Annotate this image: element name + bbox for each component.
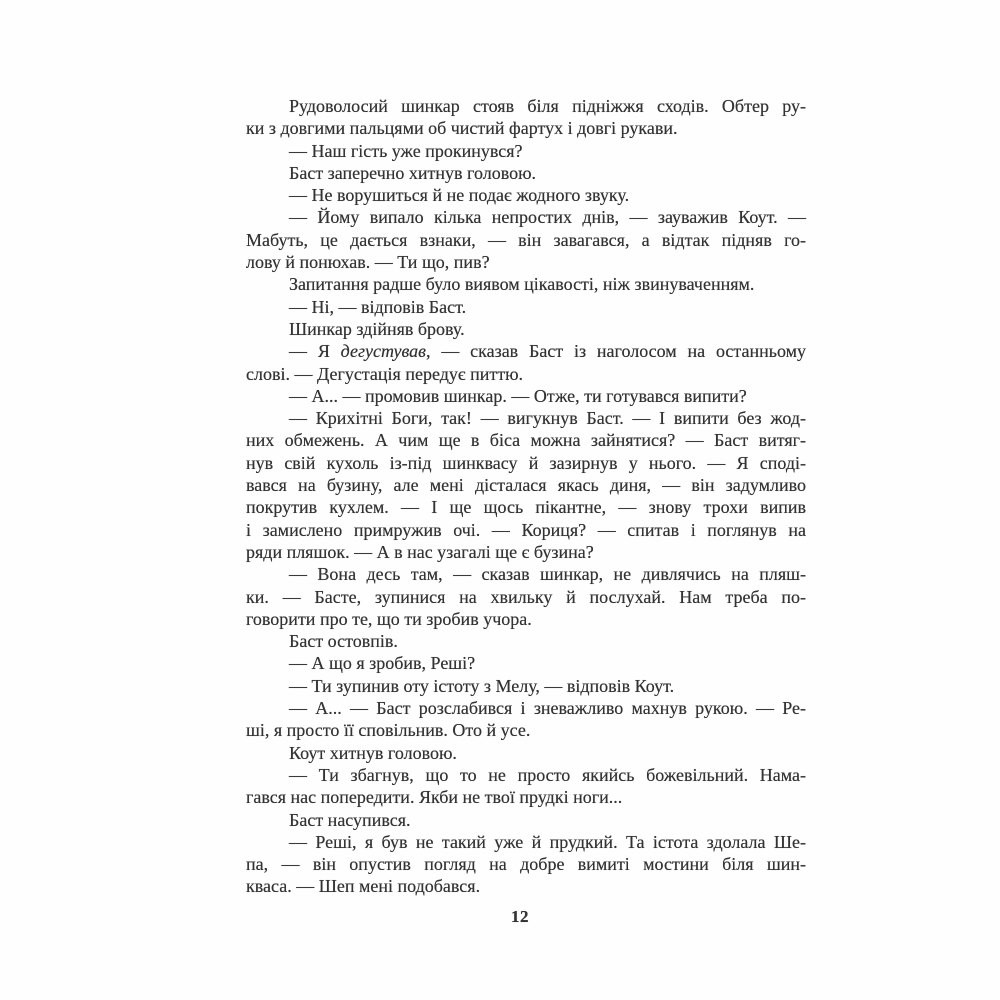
text-line: — Наш гість уже прокинувся? bbox=[289, 140, 523, 161]
text-line: ряди пляшок. — А в нас узагалі ще є бузина? bbox=[246, 541, 594, 562]
paragraph bbox=[246, 652, 806, 674]
text-line: Коут хитнув головою. bbox=[289, 742, 457, 763]
text-line: Рудоволосий шинкар стояв біля підніжжя сходів. Обтер ру- bbox=[289, 96, 806, 116]
paragraph bbox=[246, 140, 806, 162]
text-line: — Ти зупинив оту істоту з Мелу, — відповів Коут. bbox=[289, 675, 675, 696]
paragraph bbox=[246, 340, 806, 385]
text-line: — А... — Баст розслабився і зневажливо махнув рукою. — Ре- bbox=[289, 698, 806, 719]
paragraph bbox=[246, 563, 806, 630]
emphasized-word: дегустував bbox=[340, 341, 426, 362]
paragraph bbox=[246, 630, 806, 652]
paragraph bbox=[246, 831, 806, 898]
text-line: і замислено примружив очі. — Кориця? — спитав і поглянув на bbox=[246, 519, 806, 540]
paragraph bbox=[246, 184, 806, 206]
paragraph bbox=[246, 385, 806, 407]
paragraph bbox=[246, 742, 806, 764]
text-line: Баст заперечно хитнув головою. bbox=[289, 162, 537, 183]
text-line: ки. — Басте, зупинися на хвильку й послухай. Нам треба по- bbox=[246, 586, 806, 607]
text-line: вався на бузину, але мені дісталася якась диня, — він задумливо bbox=[246, 475, 806, 496]
page-number: 12 bbox=[511, 907, 529, 926]
text-line: нув свій кухоль із-під шинквасу й зазирнув у нього. — Я споді- bbox=[246, 452, 806, 473]
text-line: Баст насупився. bbox=[289, 809, 411, 830]
text-segment: — Я bbox=[289, 341, 341, 362]
text-line: лову й понюхав. — Ти що, пив? bbox=[246, 252, 490, 273]
paragraph bbox=[246, 95, 806, 140]
text-line: Запитання радше було виявом цікавості, ніж звинуваченням. bbox=[289, 274, 755, 295]
text-line: Мабуть, це дається взнаки, — він завагався, а відтак підняв го- bbox=[246, 229, 806, 250]
text-line: слові. — Дегустація передує питтю. bbox=[246, 363, 524, 384]
text-line: покрутив кухлем. — І ще щось пікантне, — знову трохи випив bbox=[246, 497, 806, 518]
paragraph bbox=[246, 296, 806, 318]
page-text bbox=[246, 95, 806, 898]
text-line bbox=[246, 340, 806, 362]
text-line: — Не ворушиться й не подає жодного звуку. bbox=[289, 185, 630, 206]
text-line: — Крихітні Боги, так! — вигукнув Баст. — І випити без жод- bbox=[289, 408, 806, 429]
text-line: говорити про те, що ти зробив учора. bbox=[246, 608, 532, 629]
paragraph bbox=[246, 206, 806, 273]
text-line: — Йому випало кілька непростих днів, — зауважив Коут. — bbox=[289, 207, 806, 228]
paragraph bbox=[246, 162, 806, 184]
paragraph bbox=[246, 407, 806, 563]
paragraph bbox=[246, 675, 806, 697]
text-line: кваса. — Шеп мені подобався. bbox=[246, 876, 481, 897]
text-line: них обмежень. А чим ще в біса можна зайнятися? — Баст витяг- bbox=[246, 430, 806, 451]
paragraph bbox=[246, 273, 806, 295]
text-line: — Вона десь там, — сказав шинкар, не дивлячись на пляш- bbox=[289, 564, 806, 585]
text-line: — А... — промовив шинкар. — Отже, ти готувався випити? bbox=[289, 385, 747, 406]
text-line: гався нас попередити. Якби не твої прудкі ноги... bbox=[246, 787, 623, 808]
paragraph bbox=[246, 318, 806, 340]
paragraph bbox=[246, 809, 806, 831]
text-line: Шинкар здійняв брову. bbox=[289, 318, 465, 339]
text-line: ші, я просто її сповільнив. Ото й усе. bbox=[246, 720, 531, 741]
text-line: — А що я зробив, Реші? bbox=[289, 653, 476, 674]
paragraph bbox=[246, 697, 806, 742]
text-segment: , — сказав Баст із наголосом на останньому bbox=[426, 341, 806, 362]
text-line: па, — він опустив погляд на добре вимиті мостини біля шин- bbox=[246, 854, 806, 875]
text-line: — Ні, — відповів Баст. bbox=[289, 296, 467, 317]
text-line: Баст остовпів. bbox=[289, 631, 398, 652]
paragraph bbox=[246, 764, 806, 809]
text-line: — Ти збагнув, що то не просто якийсь божевільний. Нама- bbox=[289, 764, 806, 785]
text-line: ки з довгими пальцями об чистий фартух і довгі рукави. bbox=[246, 118, 678, 139]
text-line: — Реші, я був не такий уже й прудкий. Та істота здолала Ше- bbox=[289, 831, 806, 852]
